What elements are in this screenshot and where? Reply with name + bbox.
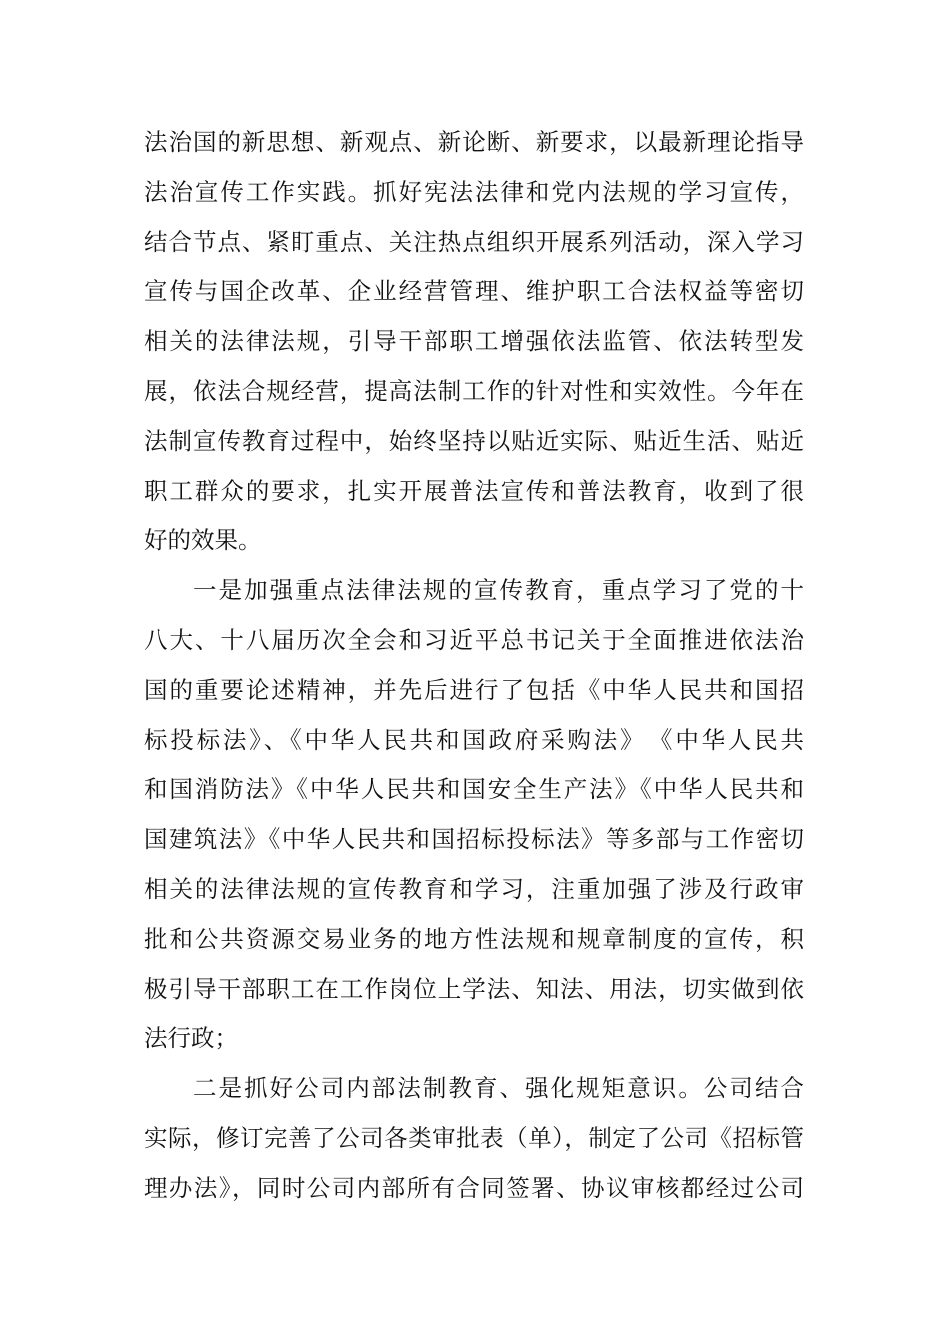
text-line: 法治宣传工作实践。抓好宪法法律和党内法规的学习宣传， xyxy=(144,177,804,206)
text-line: 相关的法律法规的宣传教育和学习，注重加强了涉及行政审 xyxy=(144,874,804,903)
text-line: 职工群众的要求，扎实开展普法宣传和普法教育，收到了很 xyxy=(144,476,804,505)
text-line: 国建筑法》《中华人民共和国招标投标法》等多部与工作密切 xyxy=(144,825,804,854)
text-line: 国的重要论述精神，并先后进行了包括《中华人民共和国招 xyxy=(144,675,804,704)
text-line: 结合节点、紧盯重点、关注热点组织开展系列活动，深入学习 xyxy=(144,227,804,256)
text-line: 宣传与国企改革、企业经营管理、维护职工合法权益等密切 xyxy=(144,277,804,306)
text-line: 好的效果。 xyxy=(144,526,262,555)
text-line: 理办法》，同时公司内部所有合同签署、协议审核都经过公司 xyxy=(144,1173,804,1202)
text-line: 实际，修订完善了公司各类审批表（单），制定了公司《招标管 xyxy=(144,1123,804,1152)
text-line: 八大、十八届历次全会和习近平总书记关于全面推进依法治 xyxy=(144,625,804,654)
text-line: 法行政； xyxy=(144,1024,238,1053)
paragraph-start-line: 一是加强重点法律法规的宣传教育，重点学习了党的十 xyxy=(193,576,804,605)
paragraph-start-line: 二是抓好公司内部法制教育、强化规矩意识。公司结合 xyxy=(193,1074,804,1103)
text-line: 法治国的新思想、新观点、新论断、新要求，以最新理论指导 xyxy=(144,128,804,156)
text-line: 法制宣传教育过程中，始终坚持以贴近实际、贴近生活、贴近 xyxy=(144,426,804,455)
text-line: 批和公共资源交易业务的地方性法规和规章制度的宣传，积 xyxy=(144,924,804,953)
body-text xyxy=(144,124,804,1220)
text-line: 标投标法》、《中华人民共和国政府采购法》 《中华人民共 xyxy=(144,725,804,754)
text-line: 展，依法合规经营，提高法制工作的针对性和实效性。今年在 xyxy=(144,376,804,405)
text-line: 相关的法律法规，引导干部职工增强依法监管、依法转型发 xyxy=(144,327,804,356)
text-line: 极引导干部职工在工作岗位上学法、知法、用法，切实做到依 xyxy=(144,974,804,1003)
text-line: 和国消防法》《中华人民共和国安全生产法》《中华人民共和 xyxy=(144,775,804,804)
